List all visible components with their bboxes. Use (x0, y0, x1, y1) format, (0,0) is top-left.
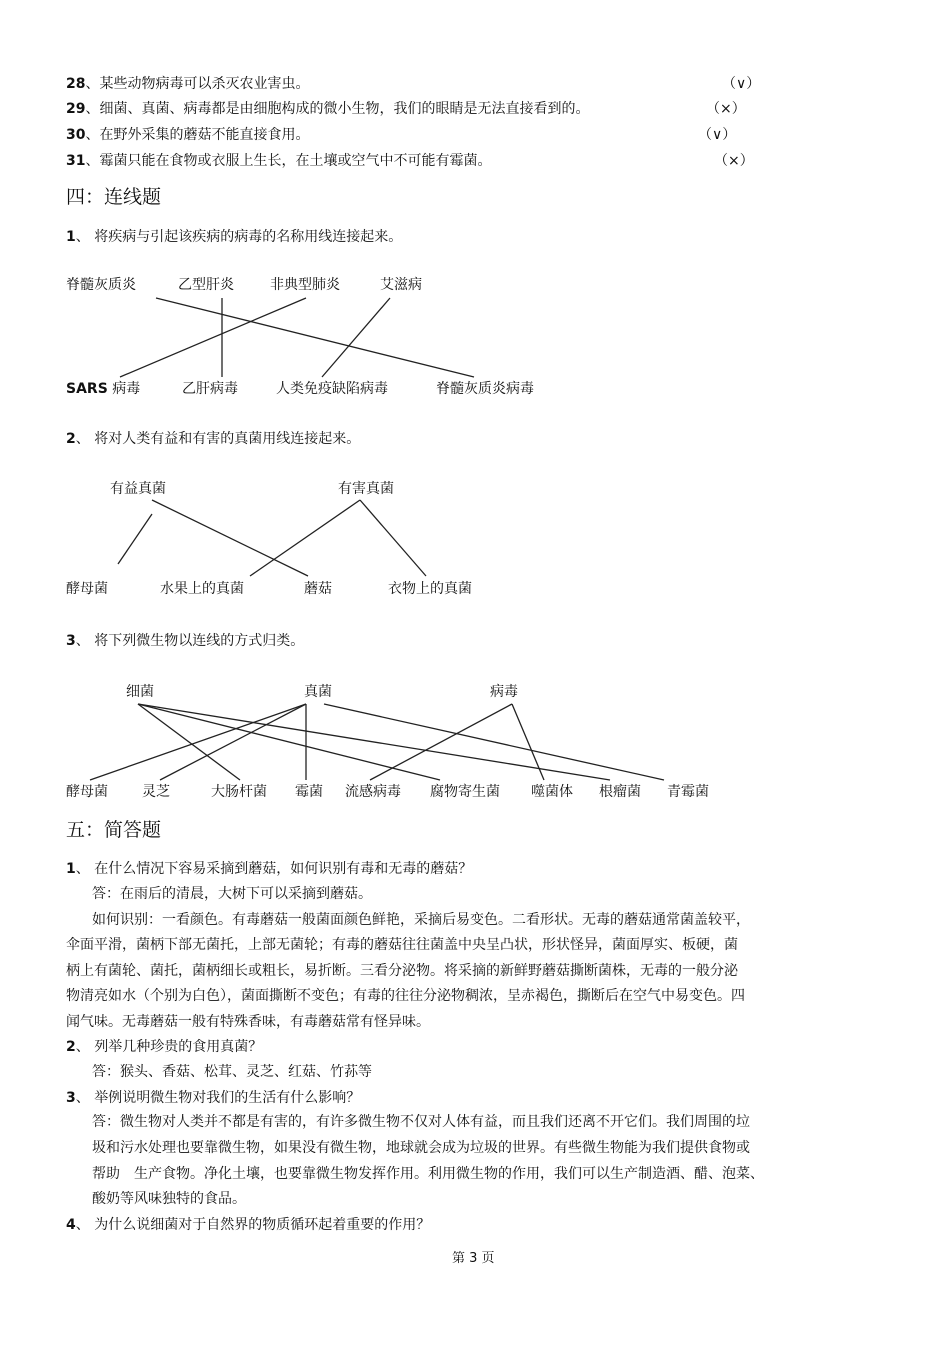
q3-bottom-9: 青霉菌 (667, 784, 709, 800)
essay-q2-answer: 答：猴头、香菇、松茸、灵芝、红菇、竹荪等 (92, 1064, 372, 1080)
q2-bottom-1: 酵母菌 (66, 581, 108, 597)
essay-q3-line-1: 答：微生物对人类并不都是有害的，有许多微生物不仅对人体有益，而且我们还离不开它们。我们周围的垃 (92, 1114, 750, 1130)
q1-top-2: 乙型肝炎 (178, 277, 234, 293)
q3-line-9 (512, 704, 544, 780)
judge-item-31: 31、霉菌只能在食物或衣服上生长，在土壤或空气中不可能有霉菌。 (66, 153, 492, 169)
q1-line-1 (156, 298, 474, 377)
q3-bottom-3: 大肠杆菌 (211, 784, 267, 800)
q1-top-1: 脊髓灰质炎 (66, 277, 136, 293)
q2-bottom-3: 蘑菇 (304, 581, 332, 597)
q2-line-1 (118, 514, 152, 564)
q3-top-2: 真菌 (304, 684, 332, 700)
q3-top-1: 细菌 (126, 684, 154, 700)
essay-q1-line-2: 如何识别：一看颜色。有毒蘑菇一般菌面颜色鲜艳，采摘后易变色。二看形状。无毒的蘑菇通常菌盖较平， (92, 912, 750, 928)
q3-bottom-1: 酵母菌 (66, 784, 108, 800)
q3-bottom-6: 腐物寄生菌 (430, 784, 500, 800)
essay-q3-prompt: 3、 举例说明微生物对我们的生活有什么影响？ (66, 1090, 361, 1106)
section4-title: 四：连线题 (66, 186, 162, 208)
q2-top-2: 有害真菌 (338, 481, 394, 497)
q3-bottom-5: 流感病毒 (345, 784, 401, 800)
judge-mark-31: （×） (714, 153, 754, 169)
section5-title: 五：简答题 (66, 819, 162, 841)
q3-bottom-8: 根瘤菌 (599, 784, 641, 800)
q3-line-4 (90, 704, 306, 780)
essay-q3-line-2: 圾和污水处理也要靠微生物，如果没有微生物，地球就会成为垃圾的世界。有些微生物能为我们提供食物或 (92, 1140, 750, 1156)
essay-q3-line-4: 酸奶等风味独特的食品。 (92, 1191, 246, 1207)
q3-bottom-7: 噬菌体 (531, 784, 573, 800)
q2-line-2 (152, 500, 308, 576)
essay-q1-line-1: 答：在雨后的清晨，大树下可以采摘到蘑菇。 (92, 886, 372, 902)
q2-line-3 (250, 500, 360, 576)
judge-item-30: 30、在野外采集的蘑菇不能直接食用。 (66, 127, 310, 143)
q3-bottom-2: 灵芝 (142, 784, 170, 800)
judge-item-28: 28、某些动物病毒可以杀灭农业害虫。 (66, 76, 310, 92)
essay-q1-line-4: 柄上有菌轮、菌托，菌柄细长或粗长，易折断。三看分泌物。将采摘的新鲜野蘑菇撕断菌株，无毒的一般分泌 (66, 963, 738, 979)
q1-bottom-2: 乙肝病毒 (182, 381, 238, 397)
q3-top-3: 病毒 (490, 684, 518, 700)
judge-item-29: 29、细菌、真菌、病毒都是由细胞构成的微小生物，我们的眼睛是无法直接看到的。 (66, 101, 590, 117)
judge-mark-29: （×） (706, 101, 746, 117)
q3-line-8 (370, 704, 512, 780)
q2-line-4 (360, 500, 426, 576)
essay-q3-line-3: 帮助 生产食物。净化土壤，也要靠微生物发挥作用。利用微生物的作用，我们可以生产制造酒、醋、泡菜、 (92, 1166, 764, 1182)
matching-q2-prompt: 2、 将对人类有益和有害的真菌用线连接起来。 (66, 431, 361, 447)
q1-top-3: 非典型肺炎 (270, 277, 340, 293)
page-number: 第 3 页 (452, 1251, 495, 1266)
q1-bottom-4: 脊髓灰质炎病毒 (436, 381, 534, 397)
matching-q3-prompt: 3、 将下列微生物以连线的方式归类。 (66, 633, 305, 649)
essay-q4-prompt: 4、 为什么说细菌对于自然界的物质循环起着重要的作用？ (66, 1217, 431, 1233)
q1-line-3 (120, 298, 306, 377)
essay-q1-prompt: 1、 在什么情况下容易采摘到蘑菇，如何识别有毒和无毒的蘑菇？ (66, 861, 473, 877)
essay-q1-line-6: 闻气味。无毒蘑菇一般有特殊香味，有毒蘑菇常有怪异味。 (66, 1014, 430, 1030)
q1-top-4: 艾滋病 (380, 277, 422, 293)
essay-q1-line-3: 伞面平滑，菌柄下部无菌托，上部无菌轮；有毒的蘑菇往往菌盖中央呈凸状，形状怪异，菌面厚实、板硬，菌 (66, 937, 738, 953)
matching-q1-prompt: 1、 将疾病与引起该疾病的病毒的名称用线连接起来。 (66, 229, 403, 245)
q3-line-1 (138, 704, 240, 780)
q1-bottom-1: SARS 病毒 (66, 381, 141, 397)
essay-q1-line-5: 物清亮如水（个别为白色），菌面撕断不变色；有毒的往往分泌物稠浓，呈赤褐色，撕断后在空气中易变色。四 (66, 988, 745, 1004)
judge-mark-30: （∨） (698, 127, 737, 143)
judge-mark-28: （∨） (722, 76, 761, 92)
q2-top-1: 有益真菌 (110, 481, 166, 497)
q2-bottom-2: 水果上的真菌 (160, 581, 244, 597)
q1-line-4 (322, 298, 390, 377)
essay-q2-prompt: 2、 列举几种珍贵的食用真菌？ (66, 1039, 263, 1055)
q1-bottom-3: 人类免疫缺陷病毒 (276, 381, 388, 397)
q2-bottom-4: 衣物上的真菌 (388, 581, 472, 597)
q3-bottom-4: 霉菌 (295, 784, 323, 800)
